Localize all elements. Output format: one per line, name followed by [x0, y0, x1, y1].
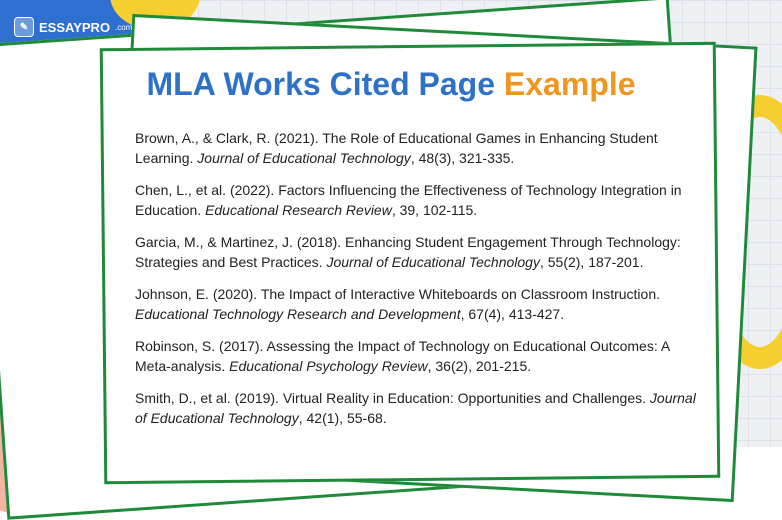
logo-text: ESSAYPRO [39, 19, 111, 35]
reference-details: , 55(2), 187-201. [539, 254, 644, 270]
reference-entry [135, 232, 700, 272]
reference-details: , 48(3), 321-335. [410, 150, 515, 166]
reference-text: Johnson, E. (2020). The Impact of Interactive Whiteboards on Classroom Instruction. [135, 286, 660, 302]
reference-entry [135, 180, 700, 220]
essaypro-logo [14, 17, 132, 37]
reference-details: , 39, 102-115. [391, 202, 478, 218]
works-cited-list [135, 128, 700, 440]
reference-journal: Educational Research Review [205, 202, 392, 218]
reference-journal: Journal of Educational Technology [197, 150, 411, 166]
reference-entry [135, 336, 700, 376]
reference-journal: Educational Technology Research and Development [135, 306, 461, 322]
reference-text: Robinson, S. (2017). Assessing the Impact of Technology on Educational Outcomes: A Meta-analysis. [135, 338, 670, 374]
reference-entry [135, 284, 700, 324]
page-title [0, 66, 782, 103]
logo-suffix: .com [115, 22, 133, 32]
reference-journal: Journal of Educational Technology [326, 254, 540, 270]
reference-details: , 42(1), 55-68. [298, 410, 387, 426]
reference-text: Garcia, M., & Martinez, J. (2018). Enhancing Student Engagement Through Technology: Strategies and Best Practices. [135, 234, 681, 270]
reference-details: , 67(4), 413-427. [460, 306, 565, 322]
reference-text: Chen, L., et al. (2022). Factors Influencing the Effectiveness of Technology Integration in Education. [135, 182, 682, 218]
reference-journal: Educational Psychology Review [229, 358, 428, 374]
title-main: MLA Works Cited Page [146, 66, 495, 102]
reference-details: , 36(2), 201-215. [427, 358, 532, 374]
reference-text: Brown, A., & Clark, R. (2021). The Role of Educational Games in Enhancing Student Learning. [135, 130, 658, 166]
logo-icon: ✎ [14, 17, 34, 37]
reference-entry [135, 388, 700, 428]
title-accent: Example [503, 66, 636, 102]
reference-text: Smith, D., et al. (2019). Virtual Reality in Education: Opportunities and Challenges. [135, 390, 650, 406]
reference-journal: Journal of Educational Technology [135, 390, 696, 426]
reference-entry [135, 128, 700, 168]
